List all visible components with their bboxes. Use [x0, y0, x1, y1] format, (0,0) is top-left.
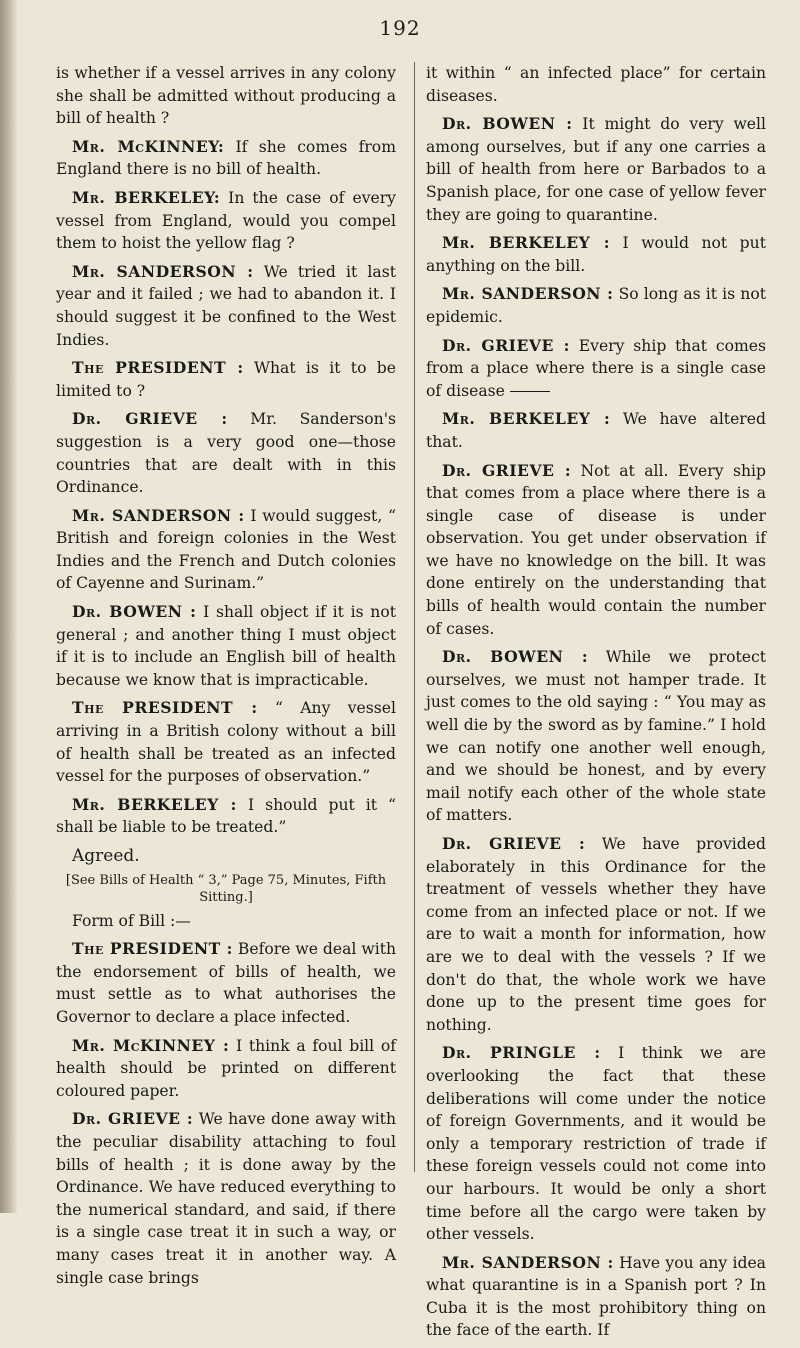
- speech-text: While we protect ourselves, we must not hamper trade. It just comes to the old saying : “ You may as well die by the sword as by famine.” I hold we can notify one another well enough, and we should be honest, and by every mail notify each other of the whole state of matters.: [426, 648, 766, 825]
- speech-text: We have altered that.: [426, 410, 766, 451]
- interruption-dash: [510, 391, 550, 392]
- book-binding-edge: [0, 0, 18, 1213]
- speaker-name: Dr. BOWEN :: [72, 602, 197, 622]
- speech-text: What is it to be limited to ?: [56, 359, 396, 400]
- speech-text: I think we are overlooking the fact that these deliberations will come under the notice of foreign Governments, and it would be only a temporary restriction of trade if these foreign vessels could not come into our harbours. It would be only a short time before all the cargo were taken by other vessels.: [426, 1044, 766, 1244]
- speaker-name: Mr. BERKELEY :: [442, 409, 611, 429]
- form-heading: Form of Bill :—: [72, 911, 191, 930]
- paragraph: [56, 187, 396, 255]
- speaker-name: Dr. PRINGLE :: [442, 1043, 601, 1063]
- speech-text: We have provided elaborately in this Ordinance for the treatment of vessels whether they have come from an infected place or not. If we are to wait a month for information, how are we to deal with the vessels ? If we don't do that, the whole work we have done up to the present time goes for nothing.: [426, 835, 766, 1034]
- paragraph: [56, 794, 396, 839]
- speech-text: I think a foul bill of health should be printed on different coloured paper.: [56, 1036, 397, 1100]
- speaker-name: Mr. McKINNEY :: [72, 1035, 230, 1055]
- paragraph: [56, 505, 396, 595]
- paragraph: [56, 938, 396, 1028]
- speech-text: I would not put anything on the bill.: [426, 234, 766, 275]
- speech-text: So long as it is not epidemic.: [426, 285, 766, 326]
- paragraph: [56, 136, 396, 181]
- speaker-name: Dr. BOWEN :: [442, 114, 573, 134]
- speaker-name: Mr. BERKELEY:: [72, 187, 221, 207]
- paragraph: [426, 646, 766, 827]
- speaker-name: Mr. BERKELEY :: [442, 233, 611, 253]
- paragraph: [56, 697, 396, 787]
- paragraph: [56, 261, 396, 351]
- speech-text: I would suggest, “ British and foreign colonies in the West Indies and the French and Dutch colonies of Cayenne and Surinam.”: [56, 506, 396, 593]
- speech-text: Have you any idea what quarantine is in a Spanish port ? In Cuba it is the most prohibitory thing on the face of the earth. If: [426, 1253, 766, 1340]
- paragraph: [426, 1252, 766, 1342]
- speech-text: Mr. Sanderson's suggestion is a very good one—those countries that are dealt with in this Ordinance.: [56, 410, 396, 497]
- speech-text: In the case of every vessel from England, would you compel them to hoist the yellow flag ?: [56, 188, 396, 253]
- left-column: [56, 62, 396, 1295]
- right-column: [426, 62, 766, 1348]
- speech-text: it within “ an infected place” for certain diseases.: [426, 64, 766, 105]
- speech-text: Not at all. Every ship that comes from a place where there is a single case of disease is under observation. You get under observation if we have no knowledge on the bill. It was done entirely on the understanding that bills of health would contain the number of cases.: [426, 461, 766, 638]
- paragraph: [56, 357, 396, 402]
- paragraph: [56, 601, 396, 691]
- speaker-name: Mr. McKINNEY:: [72, 136, 225, 156]
- paragraph: [56, 1035, 396, 1103]
- paragraph: [426, 1042, 766, 1245]
- speaker-name: Dr. GRIEVE :: [442, 460, 572, 480]
- speaker-name: The PRESIDENT :: [72, 698, 258, 718]
- paragraph: [56, 1108, 396, 1289]
- paragraph: [56, 408, 396, 498]
- speech-text: We have done away with the peculiar disability attaching to foul bills of health ; it is done away by the Ordinance. We have reduced everything to the numerical standard, and said, if there is a single case treat it in such a way, or many cases treat it in another way. A single case brings: [56, 1110, 396, 1287]
- speaker-name: Mr. BERKELEY :: [72, 794, 237, 814]
- speaker-name: Mr. SANDERSON :: [72, 261, 254, 281]
- speech-text: If she comes from England there is no bill of health.: [56, 137, 396, 179]
- paragraph: [426, 113, 766, 226]
- speaker-name: Dr. GRIEVE :: [72, 1109, 194, 1129]
- speaker-name: The PRESIDENT :: [72, 939, 233, 959]
- speaker-name: Dr. GRIEVE :: [442, 335, 570, 355]
- paragraph: [426, 62, 766, 107]
- paragraph: [426, 833, 766, 1036]
- page-number: 192: [379, 16, 421, 40]
- paragraph: [56, 62, 396, 130]
- speech-text: It might do very well among ourselves, but if any one carries a bill of health from here or Barbados to a Spanish place, for one case of yellow fever they are going to quarantine.: [426, 115, 767, 224]
- paragraph: [426, 283, 766, 328]
- speech-text: Every ship that comes from a place where there is a single case of disease: [426, 336, 766, 400]
- reference-note: [See Bills of Health “ 3,” Page 75, Minutes, Fifth Sitting.]: [65, 872, 387, 905]
- column-divider: [414, 62, 415, 1172]
- speech-text: I should put it “ shall be liable to be treated.”: [56, 795, 396, 837]
- paragraph: [426, 335, 766, 403]
- paragraph: [426, 232, 766, 277]
- speech-text: We tried it last year and it failed ; we had to abandon it. I should suggest it be confined to the West Indies.: [56, 262, 396, 349]
- speech-text: “ Any vessel arriving in a British colony without a bill of health shall be treated as an infected vessel for the purposes of observation.”: [56, 699, 396, 786]
- speaker-name: Mr. SANDERSON :: [442, 284, 614, 304]
- speaker-name: Dr. GRIEVE :: [442, 834, 586, 853]
- speaker-name: Mr. SANDERSON :: [72, 505, 245, 525]
- speech-text: Before we deal with the endorsement of bills of health, we must settle as to what authorises the Governor to declare a place infected.: [56, 940, 396, 1026]
- paragraph: [426, 408, 766, 453]
- speech-text: I shall object if it is not general ; and another thing I must object if it is to include an English bill of health because we know that is impracticable.: [56, 603, 396, 689]
- agreed-line: Agreed.: [72, 846, 140, 866]
- speaker-name: Dr. GRIEVE :: [72, 409, 228, 429]
- speaker-name: The PRESIDENT :: [72, 358, 244, 378]
- speaker-name: Dr. BOWEN :: [442, 647, 589, 667]
- speaker-name: Mr. SANDERSON :: [442, 1252, 614, 1272]
- paragraph: [426, 460, 766, 641]
- speech-text: is whether if a vessel arrives in any colony she shall be admitted without producing a bill of health ?: [56, 64, 396, 128]
